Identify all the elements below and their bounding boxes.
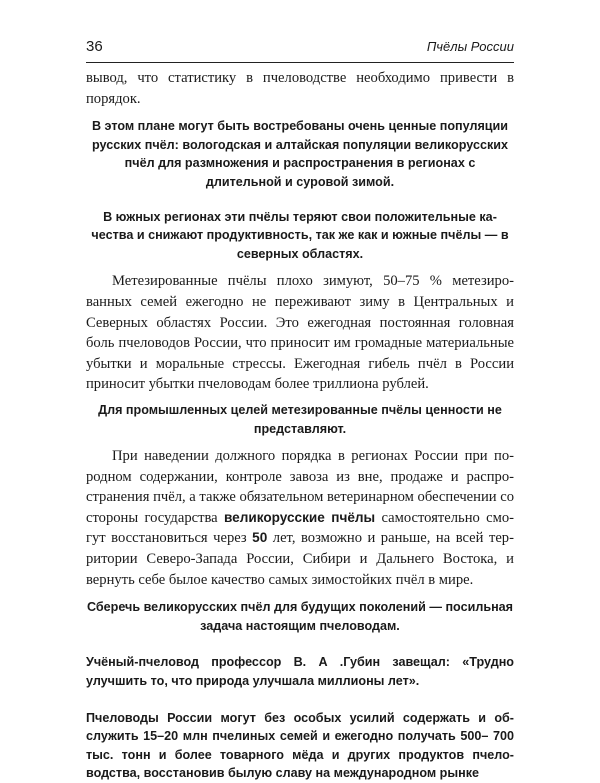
emphasis-paragraph-southern-regions: В южных регионах эти пчёлы теряют свои положительные качества и снижают продуктивность, так же как и южные пчёлы — в северных областях. <box>91 209 509 261</box>
great-russian-bees-highlight: великорусские пчёлы <box>223 509 376 525</box>
page-header <box>86 38 514 55</box>
emphasis-paragraph-preserve: Сберечь великорусских пчёл для будущих поколений — посильная задача настоящим пчеловодам. <box>86 600 514 633</box>
page-number: 36 <box>86 38 103 55</box>
emphasis-paragraph-gubin-quote: Учёный-пчеловод профессор В. А .Губин завещал: «Трудно улучшить то, что природа улучшала миллионы лет». <box>86 655 514 689</box>
page-body <box>86 68 514 783</box>
restoration-text-start: При наведении должного порядка в регионах России при породном содержании, контроле завоза из вне, продаже и распространения пчёл, а также обязательном ветеринарном обеспечении со стороны государства <box>86 448 514 526</box>
paragraph-metized-bees: Метезированные пчёлы плохо зимуют, 50–75 % метезированных семей ежегодно не переживают зиму в Центральных и Северных областях России. Это ежегодная постоянная головная боль пчеловодов России, что приносит им громадные материальные убытки и моральные стрессы. Ежегодная гибель пчёл в России приносит убытки пчеловодам более триллиона рублей. <box>86 273 514 393</box>
paragraph-restoration <box>86 446 514 590</box>
paragraph-continuation: вывод, что статистику в пчеловодстве необходимо привести в порядок. <box>86 70 514 107</box>
emphasis-paragraph-populations: В этом плане могут быть востребованы очень ценные популяции русских пчёл: вологодская и алтайская популяции великорусских пчёл для размножения и распространения в регионах с длительной и суровой зимой. <box>91 119 509 189</box>
restoration-text-end: лет, возможно и раньше, на всей территории Северо-Запада России, Сибири и Дальнего Востока, и вернуть себе былое качество самых зимостойких пчёл в мире. <box>86 530 514 588</box>
restoration-text-middle: самостоятельно смогут восстановиться через <box>86 509 515 547</box>
years-highlight: 50 <box>252 530 268 546</box>
header-rule <box>86 62 514 63</box>
running-title: Пчёлы России <box>426 39 514 54</box>
emphasis-paragraph-industrial: Для промышленных целей метезированные пчёлы ценности не представляют. <box>98 402 502 436</box>
emphasis-paragraph-beekeepers: Пчеловоды России могут без особых усилий содержать и обслужить 15–20 млн пчелиных семей и ежегодно получать 500– 700 тыс. тонн и более товарного мёда и других продуктов пчеловодства, восстановив былую славу на международном рынке <box>86 710 514 781</box>
